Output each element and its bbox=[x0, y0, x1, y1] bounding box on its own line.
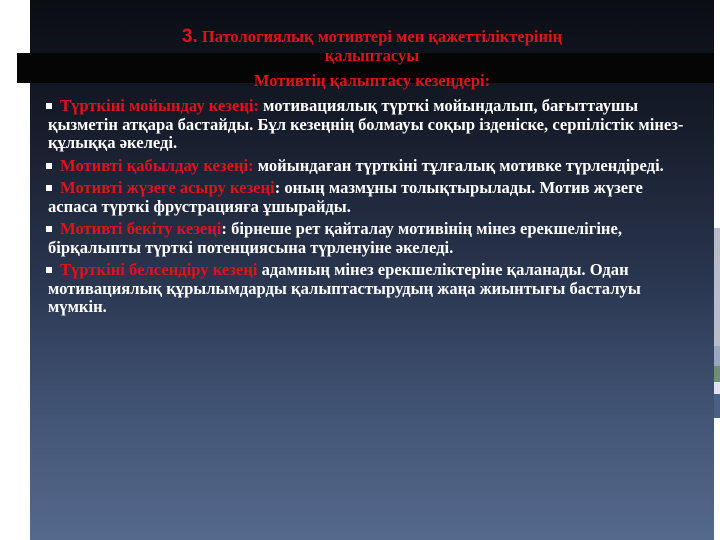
item-lead: Түрткіні мойындау кезеңі: bbox=[60, 96, 260, 115]
item-lead: Түрткіні белсендіру кезеңі bbox=[60, 260, 258, 279]
color-swatch-1 bbox=[714, 228, 720, 346]
slide-content bbox=[48, 28, 696, 321]
item-lead: Мотивті жүзеге асыру кезеңі bbox=[60, 178, 275, 197]
square-bullet-icon bbox=[46, 185, 52, 191]
title-number: 3. bbox=[181, 26, 198, 47]
color-swatch-4 bbox=[714, 382, 720, 394]
slide-subtitle: Мотивтің қалыптасу кезеңдері: bbox=[253, 71, 491, 90]
item-text: : бірнеше рет қайталау мотивінің мінез ерекшелігіне, бірқалыпты түрткі потенциясына түрленуіне әкеледі. bbox=[48, 219, 622, 257]
square-bullet-icon bbox=[46, 267, 52, 273]
item-text: : оның мазмұны толықтырылады. Мотив жүзеге аспаса түрткі фрустрацияға ұшырайды. bbox=[48, 178, 643, 216]
list-item bbox=[48, 220, 696, 257]
list-item bbox=[48, 97, 696, 153]
square-bullet-icon bbox=[46, 103, 52, 109]
item-text: адамның мінез ерекшеліктеріне қаланады. Одан мотивациялық құрылымдарды қалыптастырудың жаңа жиынтығы басталуы мүмкін. bbox=[48, 260, 641, 316]
slide-title bbox=[48, 28, 696, 65]
title-line-2: қалыптасуы bbox=[324, 45, 420, 65]
item-text: мойындаған түрткіні тұлғалық мотивке түрлендіреді. bbox=[253, 155, 664, 175]
list-item bbox=[48, 179, 696, 216]
list-item bbox=[48, 157, 696, 176]
square-bullet-icon bbox=[46, 163, 52, 169]
list-item bbox=[48, 261, 696, 317]
square-bullet-icon bbox=[46, 226, 52, 232]
title-text: Патологиялық мотивтері мен қажеттіліктерінің bbox=[201, 27, 563, 46]
color-swatch-3 bbox=[714, 366, 720, 382]
color-swatch-5 bbox=[714, 394, 720, 418]
item-lead: Мотивті қабылдау кезеңі: bbox=[60, 155, 254, 175]
item-text: мотивациялық түрткі мойындалып, бағыттаушы қызметін атқара бастайды. Бұл кезеңнің болмауы соқыр ізденіске, серпілістік мінез-құлыққа әкеледі. bbox=[48, 96, 684, 152]
color-swatch-2 bbox=[714, 346, 720, 366]
item-lead: Мотивті бекіту кезеңі bbox=[60, 219, 222, 238]
